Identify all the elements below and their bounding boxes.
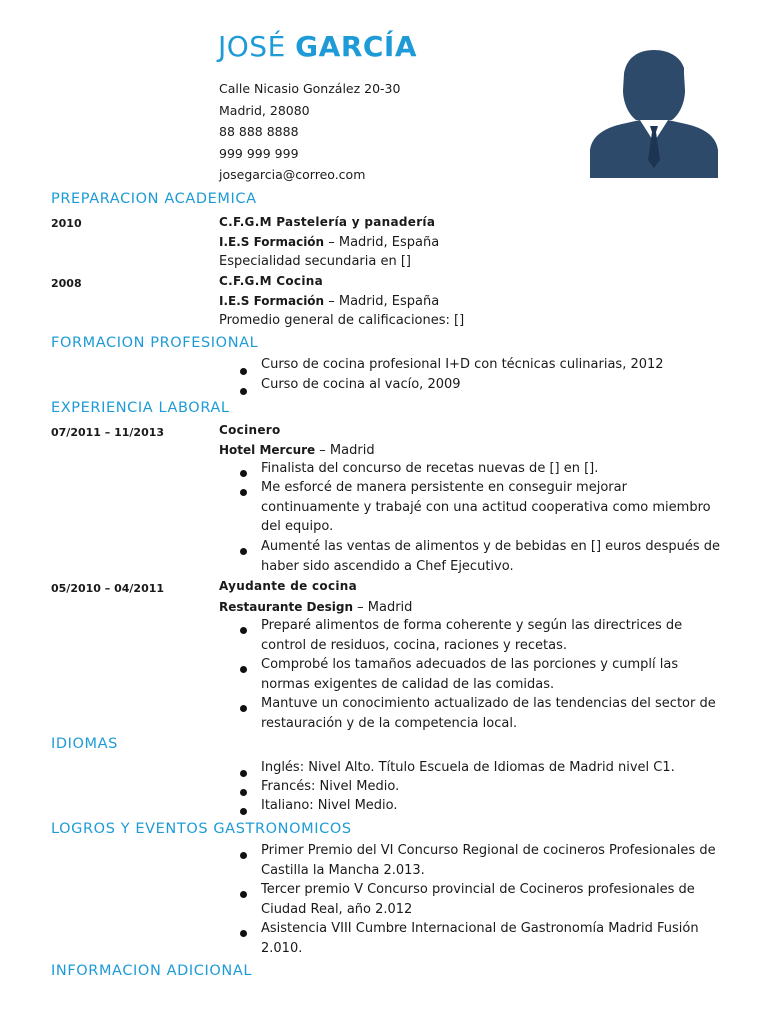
bullet-icon (240, 789, 247, 796)
candidate-name (218, 30, 417, 63)
academic-location: – Madrid, España (324, 235, 440, 250)
contact-block (219, 78, 400, 186)
bullet-icon (240, 930, 247, 937)
bullet-icon (240, 470, 247, 477)
academic-note: Especialidad secundaria en [] (219, 254, 411, 269)
academic-school-line (219, 235, 439, 250)
list-item: Comprobé los tamaños adecuados de las porciones y cumplí las normas exigentes de calidad de las comidas. (261, 657, 679, 692)
address: Calle Nicasio González 20-30 (219, 81, 401, 96)
bullet-icon (240, 388, 247, 395)
section-title-achievements: LOGROS Y EVENTOS GASTRONOMICOS (51, 821, 352, 837)
academic-location: – Madrid, España (324, 294, 440, 309)
list-item: Curso de cocina profesional I+D con técnicas culinarias, 2012 (261, 357, 664, 372)
academic-school-line (219, 294, 439, 309)
bullet-icon (240, 666, 247, 673)
list-item: Preparé alimentos de forma coherente y según las directrices de control de residuos, cocina, raciones y recetas. (261, 618, 683, 653)
list-item: Mantuve un conocimiento actualizado de las tendencias del sector de restauración y de la competencia local. (261, 696, 716, 731)
list-item: Me esforcé de manera persistente en conseguir mejorar continuamente y trabajé con una actitud cooperativa como miembro del equipo. (261, 480, 711, 534)
job-location: – Madrid (353, 600, 413, 615)
bullet-icon (240, 368, 247, 375)
bullet-icon (240, 627, 247, 634)
bullet-icon (240, 548, 247, 555)
person-silhouette-icon (588, 50, 720, 178)
job-role: Ayudante de cocina (219, 579, 358, 593)
job-dates: 07/2011 – 11/2013 (51, 426, 165, 439)
academic-school: I.E.S Formación (219, 294, 325, 308)
academic-year: 2008 (51, 277, 82, 290)
phone-secondary: 999 999 999 (219, 145, 299, 161)
email[interactable]: josegarcia@correo.com (219, 167, 366, 182)
job-company-line (219, 600, 412, 615)
list-item: Asistencia VIII Cumbre Internacional de Gastronomía Madrid Fusión 2.010. (261, 921, 699, 956)
academic-school: I.E.S Formación (219, 235, 325, 249)
academic-year: 2010 (51, 217, 82, 230)
first-name: JOSÉ (218, 30, 286, 63)
job-company: Hotel Mercure (219, 443, 316, 457)
academic-degree: C.F.G.M Pastelería y panadería (219, 215, 436, 229)
job-company-line (219, 443, 375, 458)
list-item: Tercer premio V Concurso provincial de Cocineros profesionales de Ciudad Real, año 2.012 (261, 882, 695, 917)
bullet-icon (240, 852, 247, 859)
list-item: Aumenté las ventas de alimentos y de bebidas en [] euros después de haber sido ascendido a Chef Ejecutivo. (261, 539, 720, 574)
list-item: Finalista del concurso de recetas nuevas de [] en []. (261, 461, 599, 476)
bullet-icon (240, 705, 247, 712)
section-title-additional: INFORMACION ADICIONAL (51, 963, 253, 979)
list-item: Italiano: Nivel Medio. (261, 798, 398, 813)
bullet-icon (240, 891, 247, 898)
section-title-experience: EXPERIENCIA LABORAL (51, 400, 230, 416)
list-item: Francés: Nivel Medio. (261, 779, 400, 794)
list-item: Curso de cocina al vacío, 2009 (261, 377, 461, 392)
academic-note: Promedio general de calificaciones: [] (219, 313, 465, 328)
bullet-icon (240, 489, 247, 496)
section-title-languages: IDIOMAS (51, 736, 118, 752)
academic-degree: C.F.G.M Cocina (219, 274, 324, 288)
bullet-icon (240, 770, 247, 777)
job-dates: 05/2010 – 04/2011 (51, 582, 165, 595)
job-role: Cocinero (219, 423, 281, 437)
city: Madrid, 28080 (219, 102, 310, 118)
last-name: GARCÍA (295, 30, 418, 63)
section-title-academic: PREPARACION ACADEMICA (51, 191, 257, 207)
list-item: Primer Premio del VI Concurso Regional de cocineros Profesionales de Castilla la Mancha 2.013. (261, 843, 716, 878)
section-title-training: FORMACION PROFESIONAL (51, 335, 259, 351)
phone-primary: 88 888 8888 (219, 124, 299, 139)
bullet-icon (240, 808, 247, 815)
list-item: Inglés: Nivel Alto. Título Escuela de Idiomas de Madrid nivel C1. (261, 760, 675, 775)
job-company: Restaurante Design (219, 600, 353, 614)
job-location: – Madrid (315, 443, 375, 458)
